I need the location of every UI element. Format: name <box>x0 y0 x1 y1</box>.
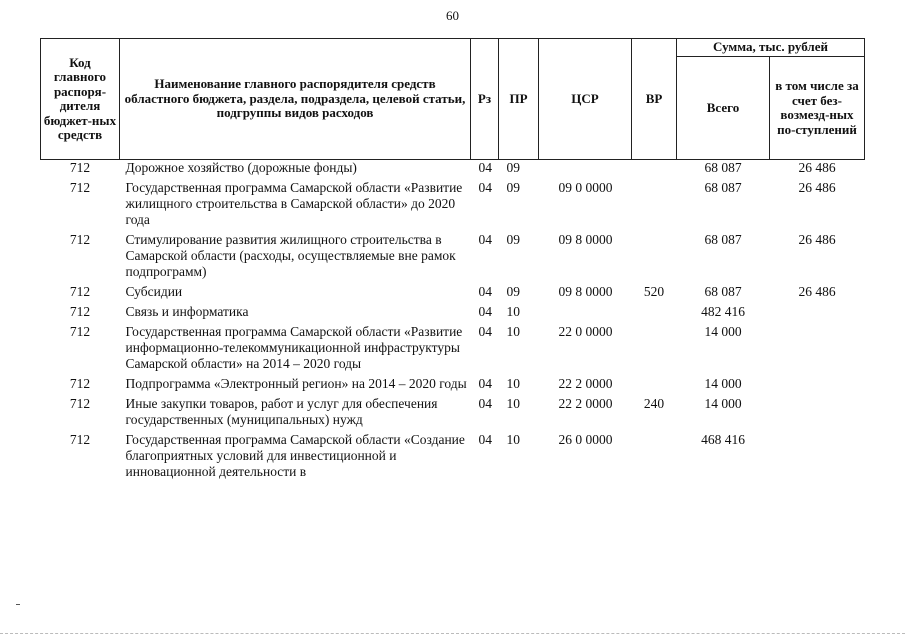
cell-pr: 10 <box>506 324 520 339</box>
header-rz: Рз <box>471 39 499 160</box>
header-csr: ЦСР <box>539 39 632 160</box>
table-row <box>41 304 865 324</box>
cell-pr: 09 <box>506 160 520 175</box>
cell-code: 712 <box>69 324 91 339</box>
cell-csr <box>539 304 632 324</box>
cell-pr: 09 <box>506 180 520 195</box>
table-row <box>41 160 865 181</box>
cell-csr: 09 8 0000 <box>558 232 613 247</box>
cell-free <box>770 324 865 376</box>
cell-code: 712 <box>69 396 91 411</box>
cell-csr: 26 0 0000 <box>558 432 613 447</box>
header-sum-group: Сумма, тыс. рублей <box>677 39 865 57</box>
cell-name: Подпрограмма «Электронный регион» на 2014 – 2020 годы <box>125 376 467 391</box>
cell-name: Дорожное хозяйство (дорожные фонды) <box>125 160 357 175</box>
cell-csr: 09 8 0000 <box>558 284 613 299</box>
cell-csr: 22 2 0000 <box>558 376 613 391</box>
cell-free: 26 486 <box>798 160 836 175</box>
cell-vr <box>632 180 677 232</box>
cell-total: 14 000 <box>704 324 742 339</box>
cell-rz: 04 <box>478 232 492 247</box>
header-vr: ВР <box>632 39 677 160</box>
table-row <box>41 232 865 284</box>
cell-free <box>770 432 865 484</box>
table-row <box>41 324 865 376</box>
cell-rz: 04 <box>478 160 492 175</box>
header-total: Всего <box>677 57 770 160</box>
cell-csr: 22 2 0000 <box>558 396 613 411</box>
header-code: Код главного распоря-дителя бюджет-ных средств <box>41 39 120 160</box>
cell-code: 712 <box>69 232 91 247</box>
cell-vr: 520 <box>643 284 665 299</box>
table-body <box>41 160 865 485</box>
cell-code: 712 <box>69 376 91 391</box>
cell-free: 26 486 <box>798 180 836 195</box>
cell-total: 482 416 <box>701 304 745 319</box>
cell-name: Государственная программа Самарской области «Развитие жилищного строительства в Самарской области» до 2020 года <box>125 180 463 227</box>
cell-name: Субсидии <box>125 284 183 299</box>
cell-vr <box>632 160 677 181</box>
table-row <box>41 396 865 432</box>
cell-name: Иные закупки товаров, работ и услуг для обеспечения государственных (муниципальных) нужд <box>125 396 438 427</box>
table-row <box>41 284 865 304</box>
table-row <box>41 432 865 484</box>
cell-pr: 09 <box>506 232 520 247</box>
margin-mark <box>16 604 20 605</box>
bottom-rule <box>0 633 905 634</box>
cell-total: 68 087 <box>704 232 742 247</box>
header-free: в том числе за счет без-возмезд-ных по-ступлений <box>770 57 865 160</box>
page-number: 60 <box>446 8 459 23</box>
cell-vr <box>632 324 677 376</box>
cell-name: Стимулирование развития жилищного строительства в Самарской области (расходы, осуществляемые вне рамок подпрограмм) <box>125 232 456 279</box>
cell-total: 14 000 <box>704 396 742 411</box>
cell-total: 68 087 <box>704 284 742 299</box>
cell-rz: 04 <box>478 376 492 391</box>
cell-pr: 09 <box>506 284 520 299</box>
cell-free: 26 486 <box>798 284 836 299</box>
cell-vr: 240 <box>643 396 665 411</box>
cell-rz: 04 <box>478 324 492 339</box>
budget-table <box>40 38 865 484</box>
cell-vr <box>632 232 677 284</box>
cell-rz: 04 <box>478 284 492 299</box>
cell-csr: 09 0 0000 <box>558 180 613 195</box>
cell-rz: 04 <box>478 396 492 411</box>
header-name: Наименование главного распорядителя средств областного бюджета, раздела, подраздела, целевой статьи, подгруппы видов расходов <box>120 39 471 160</box>
cell-vr <box>632 304 677 324</box>
cell-code: 712 <box>69 180 91 195</box>
cell-free <box>770 396 865 432</box>
cell-rz: 04 <box>478 304 492 319</box>
cell-pr: 10 <box>506 432 520 447</box>
cell-csr <box>539 160 632 181</box>
cell-vr <box>632 432 677 484</box>
cell-vr <box>632 376 677 396</box>
table-row <box>41 376 865 396</box>
cell-total: 468 416 <box>701 432 745 447</box>
cell-pr: 10 <box>506 304 520 319</box>
cell-name: Государственная программа Самарской области «Создание благоприятных условий для инвестиционной и инновационной деятельности в <box>125 432 465 479</box>
cell-code: 712 <box>69 284 91 299</box>
cell-free: 26 486 <box>798 232 836 247</box>
cell-pr: 10 <box>506 396 520 411</box>
cell-rz: 04 <box>478 432 492 447</box>
cell-free <box>770 376 865 396</box>
cell-code: 712 <box>69 160 91 175</box>
cell-csr: 22 0 0000 <box>558 324 613 339</box>
cell-code: 712 <box>69 304 91 319</box>
cell-name: Связь и информатика <box>125 304 249 319</box>
table-row <box>41 180 865 232</box>
cell-total: 68 087 <box>704 160 742 175</box>
cell-rz: 04 <box>478 180 492 195</box>
cell-name: Государственная программа Самарской области «Развитие информационно-телекоммуникационной инфраструктуры Самарской области» на 2014 – 2020 годы <box>125 324 463 371</box>
cell-pr: 10 <box>506 376 520 391</box>
header-pr: ПР <box>499 39 539 160</box>
cell-total: 14 000 <box>704 376 742 391</box>
table-header <box>41 39 865 160</box>
cell-free <box>770 304 865 324</box>
cell-total: 68 087 <box>704 180 742 195</box>
cell-code: 712 <box>69 432 91 447</box>
